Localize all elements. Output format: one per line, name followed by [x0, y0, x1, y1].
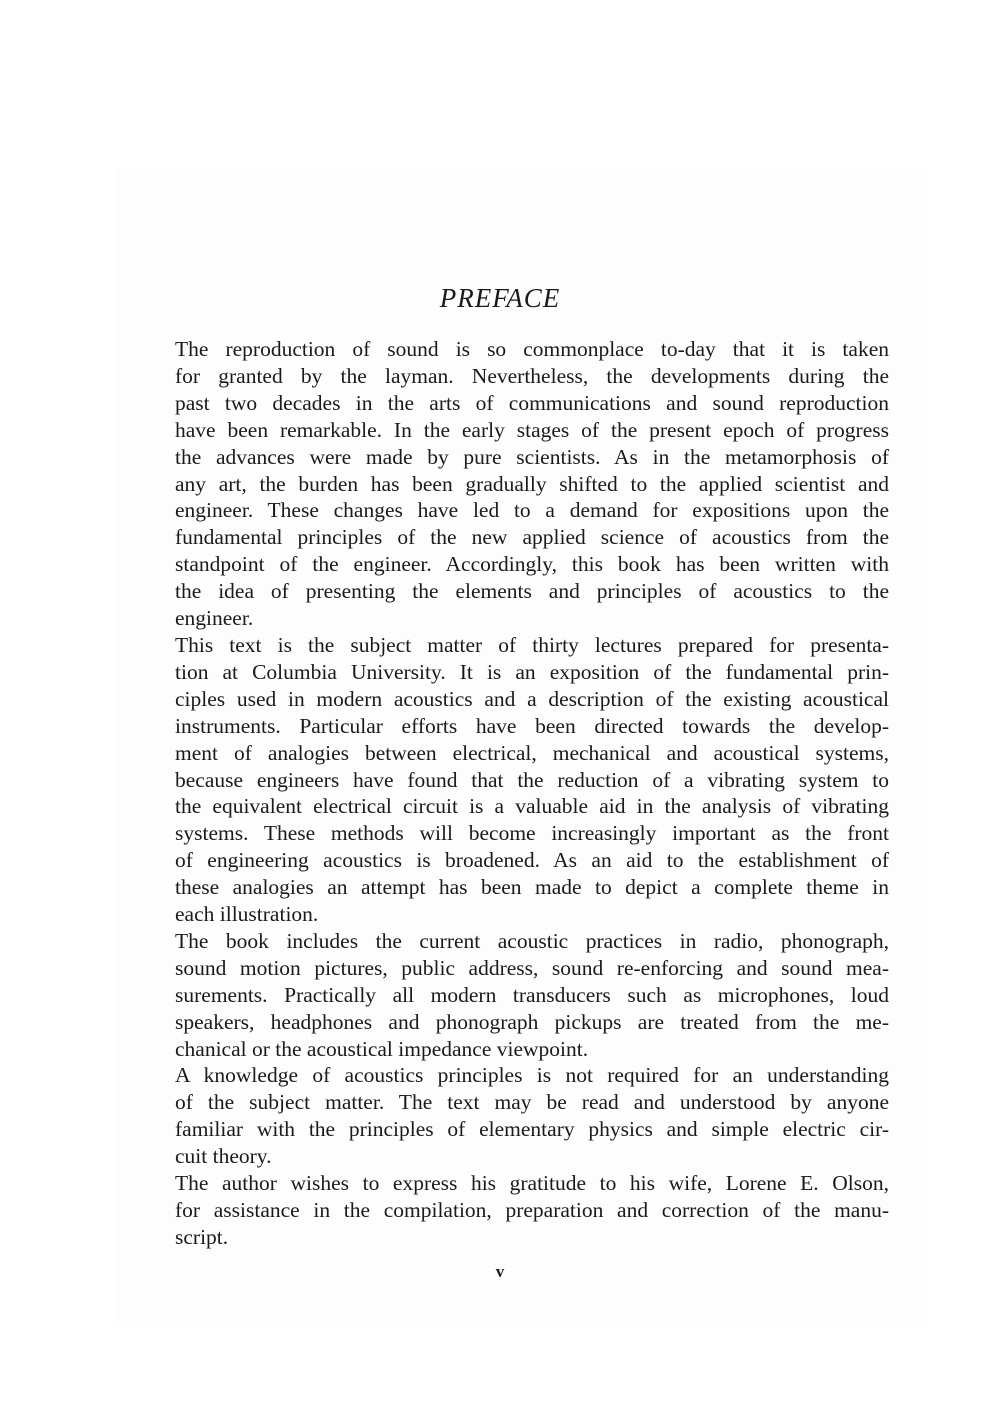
text-line: speakers, headphones and phonograph pickups are treated from the me- — [175, 1009, 889, 1034]
text-line: The book includes the current acoustic practices in radio, phonograph, — [175, 928, 889, 953]
text-line: This text is the subject matter of thirty lectures prepared for presenta- — [175, 632, 889, 657]
text-line: the advances were made by pure scientists. As in the metamorphosis of — [175, 444, 889, 469]
text-line: ment of analogies between electrical, mechanical and acoustical systems, — [175, 740, 889, 765]
paragraph-4 — [153, 1062, 889, 1170]
text-line: for granted by the layman. Nevertheless, the developments during the — [175, 363, 889, 388]
text-line: ciples used in modern acoustics and a description of the existing acoustical — [175, 686, 889, 711]
text-line: sound motion pictures, public address, sound re-enforcing and sound mea- — [175, 955, 889, 980]
text-line: standpoint of the engineer. Accordingly, this book has been written with — [175, 552, 889, 577]
text-line: of the subject matter. The text may be read and understood by anyone — [175, 1090, 889, 1115]
text-line: engineer. — [175, 606, 254, 631]
text-line: surements. Practically all modern transducers such as microphones, loud — [175, 982, 889, 1007]
preface-body — [153, 336, 889, 1251]
text-line: engineer. These changes have led to a demand for expositions upon the — [175, 498, 889, 523]
text-line: these analogies an attempt has been made to depict a complete theme in — [175, 875, 889, 900]
text-line: The author wishes to express his gratitude to his wife, Lorene E. Olson, — [175, 1171, 889, 1196]
paragraph-5 — [153, 1170, 889, 1251]
text-line: each illustration. — [175, 902, 319, 927]
text-line: chanical or the acoustical impedance viewpoint. — [175, 1036, 589, 1061]
text-line: fundamental principles of the new applied science of acoustics from the — [175, 525, 889, 550]
page-number: v — [495, 1262, 505, 1281]
text-line: familiar with the principles of elementary physics and simple electric cir- — [175, 1117, 889, 1142]
paragraph-1 — [153, 336, 889, 632]
text-line: instruments. Particular efforts have been directed towards the develop- — [175, 713, 889, 738]
text-line: A knowledge of acoustics principles is not required for an understanding — [175, 1063, 889, 1088]
text-line: the equivalent electrical circuit is a valuable aid in the analysis of vibrating — [175, 794, 889, 819]
page-title: PREFACE — [439, 283, 561, 313]
text-line: because engineers have found that the reduction of a vibrating system to — [175, 767, 889, 792]
text-line: tion at Columbia University. It is an exposition of the fundamental prin- — [175, 659, 889, 684]
text-line: for assistance in the compilation, preparation and correction of the manu- — [175, 1198, 889, 1222]
text-line: cuit theory. — [175, 1144, 272, 1169]
paragraph-3 — [153, 928, 889, 1063]
text-line: past two decades in the arts of communications and sound reproduction — [175, 390, 889, 415]
paragraph-2 — [153, 632, 889, 928]
text-line: The reproduction of sound is so commonplace to-day that it is taken — [175, 337, 889, 361]
text-line: the idea of presenting the elements and principles of acoustics to the — [175, 579, 889, 604]
text-line: systems. These methods will become increasingly important as the front — [175, 821, 889, 846]
text-line: script. — [175, 1224, 229, 1249]
text-line: any art, the burden has been gradually shifted to the applied scientist and — [175, 471, 889, 496]
text-line: of engineering acoustics is broadened. As an aid to the establishment of — [175, 848, 889, 873]
text-line: have been remarkable. In the early stages of the present epoch of progress — [175, 417, 889, 442]
